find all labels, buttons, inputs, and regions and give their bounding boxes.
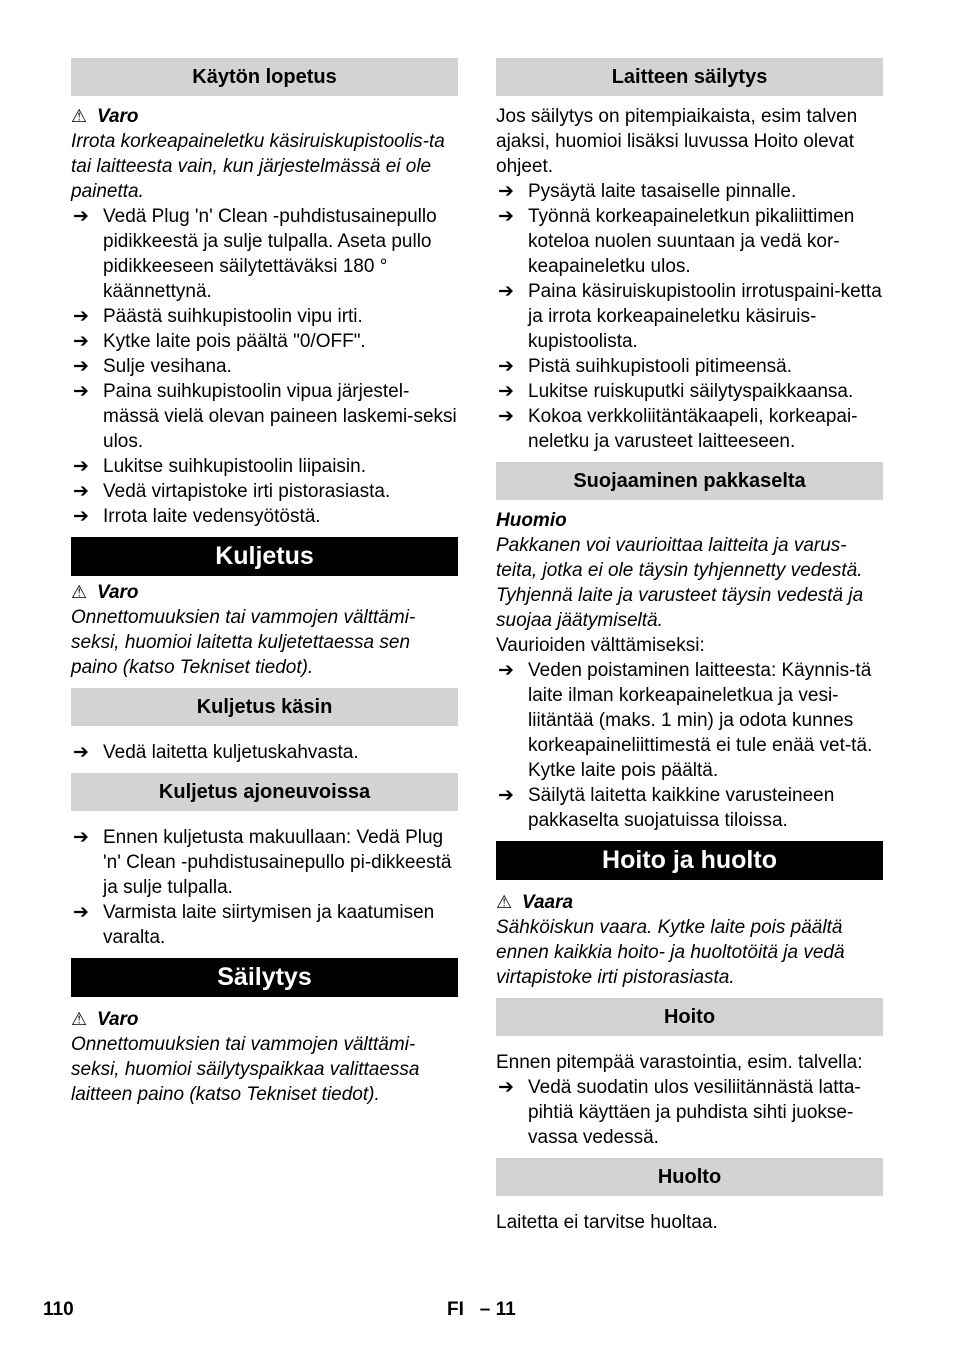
chapter-heading-hoito-huolto: Hoito ja huolto — [496, 841, 883, 880]
warning-text: Irrota korkeapaineletku käsiruiskupistoolis-ta tai laitteesta vain, kun järjestelmässä ei ole painetta. — [71, 131, 445, 202]
arrow-right-icon: ➔ — [73, 306, 89, 327]
paragraph: Laitetta ei tarvitse huoltaa. — [496, 1212, 718, 1233]
list-item — [496, 354, 883, 379]
list-item-text: Säilytä laitetta kaikkine varusteineen pakkaselta suojatuissa tiloissa. — [528, 785, 835, 831]
list-item-text: Päästä suihkupistoolin vipu irti. — [103, 306, 363, 327]
warning-label: Varo — [97, 582, 139, 603]
list-item — [71, 479, 458, 504]
list-item — [71, 740, 458, 765]
arrow-right-icon: ➔ — [498, 281, 514, 302]
paragraph: Jos säilytys on pitempiaikaista, esim talven ajaksi, huomioi lisäksi luvussa Hoito olevat ohjeet. — [496, 106, 858, 177]
warning-heading — [71, 104, 458, 129]
list-item-text: Lukitse suihkupistoolin liipaisin. — [103, 456, 366, 477]
arrow-right-icon: ➔ — [73, 381, 89, 402]
notice-heading: Huomio — [496, 510, 567, 531]
list-item-text: Vedä laitetta kuljetuskahvasta. — [103, 742, 359, 763]
arrow-right-icon: ➔ — [73, 827, 89, 848]
language-page-label: FI – 11 — [447, 1299, 516, 1320]
danger-heading — [496, 890, 883, 915]
list-item-text: Vedä Plug 'n' Clean -puhdistusainepullo pidikkeestä ja sulje tulpalla. Aseta pullo pidikkeeseen säilytettäväksi 180 ° käännettynä. — [103, 206, 437, 302]
list-item-text: Ennen kuljetusta makuullaan: Vedä Plug 'n' Clean -puhdistusainepullo pi-dikkeestä ja sulje tulpalla. — [103, 827, 452, 898]
arrow-right-icon: ➔ — [73, 456, 89, 477]
arrow-right-icon: ➔ — [498, 206, 514, 227]
list-item — [496, 179, 883, 204]
warning-heading — [71, 1007, 458, 1032]
list-item — [71, 304, 458, 329]
arrow-right-icon: ➔ — [73, 742, 89, 763]
section-heading-laitteen-sailytys: Laitteen säilytys — [496, 58, 883, 96]
arrow-right-icon: ➔ — [73, 506, 89, 527]
chapter-heading-kuljetus: Kuljetus — [71, 537, 458, 576]
warning-label: Varo — [97, 106, 139, 127]
step-list — [496, 179, 883, 454]
warning-text: Onnettomuuksien tai vammojen välttämi-seksi, huomioi säilytyspaikkaa valittaessa laitteen paino (katso Tekniset tiedot). — [71, 1034, 420, 1105]
list-item-text: Varmista laite siirtymisen ja kaatumisen varalta. — [103, 902, 435, 948]
list-item-text: Työnnä korkeapaineletkun pikaliittimen koteloa nuolen suuntaan ja vedä kor-keapaineletku ulos. — [528, 206, 855, 277]
paragraph: Ennen pitempää varastointia, esim. talvella: — [496, 1052, 863, 1073]
section-heading-kuljetus-kasin: Kuljetus käsin — [71, 688, 458, 726]
list-item-text: Lukitse ruiskuputki säilytyspaikkaansa. — [528, 381, 854, 402]
warning-triangle-icon: ⚠ — [71, 106, 88, 126]
notice-text: Pakkanen voi vaurioittaa laitteita ja varus-teita, jotka ei ole täysin tyhjennetty vedestä. Tyhjennä laite ja varusteet täysin vedestä ja suojaa jäätymiseltä. — [496, 535, 864, 631]
list-item — [71, 504, 458, 529]
list-item-text: Sulje vesihana. — [103, 356, 232, 377]
list-item-text: Paina käsiruiskupistoolin irrotuspaini-ketta ja irrota korkeapaineletku käsiruis-kupistoolista. — [528, 281, 882, 352]
arrow-right-icon: ➔ — [73, 356, 89, 377]
section-heading-huolto: Huolto — [496, 1158, 883, 1196]
step-list — [496, 658, 883, 833]
step-list — [496, 1075, 883, 1150]
arrow-right-icon: ➔ — [73, 206, 89, 227]
list-item — [496, 658, 883, 783]
right-column — [496, 58, 883, 1235]
list-item — [71, 204, 458, 304]
warning-triangle-icon: ⚠ — [71, 582, 88, 602]
list-item-text: Irrota laite vedensyötöstä. — [103, 506, 321, 527]
list-item-text: Pistä suihkupistooli pitimeensä. — [528, 356, 793, 377]
list-item — [71, 354, 458, 379]
list-item — [71, 329, 458, 354]
list-item — [71, 379, 458, 454]
section-heading-hoito: Hoito — [496, 998, 883, 1036]
warning-text: Onnettomuuksien tai vammojen välttämi-seksi, huomioi laitetta kuljetettaessa sen paino (katso Tekniset tiedot). — [71, 607, 416, 678]
list-item — [71, 454, 458, 479]
list-item — [496, 204, 883, 279]
list-item — [496, 404, 883, 454]
warning-label: Varo — [97, 1009, 139, 1030]
chapter-heading-sailytys: Säilytys — [71, 958, 458, 997]
list-item-text: Vedä suodatin ulos vesiliitännästä latta-pihtiä käyttäen ja puhdista sihti juokse-vassa vedessä. — [528, 1077, 861, 1148]
step-list — [71, 204, 458, 529]
list-item-text: Vedä virtapistoke irti pistorasiasta. — [103, 481, 391, 502]
warning-triangle-icon: ⚠ — [71, 1009, 88, 1029]
list-item — [496, 279, 883, 354]
arrow-right-icon: ➔ — [498, 1077, 514, 1098]
danger-text: Sähköiskun vaara. Kytke laite pois päältä ennen kaikkia hoito- ja huoltotöitä ja vedä virtapistoke irti pistorasiasta. — [496, 917, 845, 988]
arrow-right-icon: ➔ — [498, 785, 514, 806]
list-item — [496, 783, 883, 833]
arrow-right-icon: ➔ — [73, 902, 89, 923]
arrow-right-icon: ➔ — [498, 356, 514, 377]
left-column — [71, 58, 458, 1107]
arrow-right-icon: ➔ — [498, 406, 514, 427]
list-item-text: Pysäytä laite tasaiselle pinnalle. — [528, 181, 797, 202]
list-item-text: Paina suihkupistoolin vipua järjestel-mässä vielä olevan paineen laskemi-seksi ulos. — [103, 381, 457, 452]
warning-triangle-icon: ⚠ — [496, 892, 513, 912]
warning-heading — [71, 580, 458, 605]
danger-label: Vaara — [522, 892, 574, 913]
list-item — [496, 379, 883, 404]
arrow-right-icon: ➔ — [498, 381, 514, 402]
list-item-text: Kokoa verkkoliitäntäkaapeli, korkeapai-neletku ja varusteet laitteeseen. — [528, 406, 858, 452]
step-list — [71, 825, 458, 950]
section-heading-kuljetus-ajoneuvoissa: Kuljetus ajoneuvoissa — [71, 773, 458, 811]
list-item — [71, 900, 458, 950]
list-item-text: Kytke laite pois päältä "0/OFF". — [103, 331, 366, 352]
list-item — [71, 825, 458, 900]
step-list — [71, 740, 458, 765]
section-heading-kaytonlopetus: Käytön lopetus — [71, 58, 458, 96]
arrow-right-icon: ➔ — [498, 181, 514, 202]
page-number: 110 — [43, 1299, 74, 1320]
section-heading-pakkanen: Suojaaminen pakkaselta — [496, 462, 883, 500]
arrow-right-icon: ➔ — [73, 481, 89, 502]
list-item-text: Veden poistaminen laitteesta: Käynnis-tä laite ilman korkeapaineletkua ja vesi-liitäntää (maks. 1 min) ja odota kunnes korkeapaineliittimestä ei tule enää vet-tä. Kytke laite pois päältä. — [528, 660, 873, 781]
list-item — [496, 1075, 883, 1150]
arrow-right-icon: ➔ — [73, 331, 89, 352]
paragraph: Vaurioiden välttämiseksi: — [496, 635, 705, 656]
arrow-right-icon: ➔ — [498, 660, 514, 681]
